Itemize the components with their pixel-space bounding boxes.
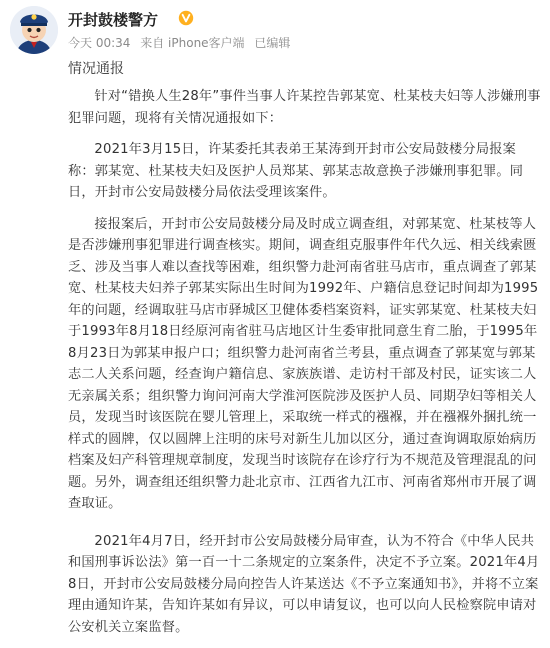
account-name[interactable]: 开封鼓楼警方 — [68, 11, 159, 29]
notice-paragraph-4: 2021年4月7日，经开封市公安局鼓楼分局审查，认为不符合《中华人民共和国刑事诉讼法》第一百一十二条规定的立案条件，决定不予立案。2021年4月8日，开封市公安局鼓楼分局向控告人许某送达《不予立案通知书》，并将不立案理由通知许某，告知许某如有异议，可以申请复议，也可以向人民检察院申请对公安机关立案监督。 — [68, 533, 540, 635]
post-source: 来自 iPhone客户端 — [140, 36, 245, 50]
avatar[interactable] — [10, 6, 58, 54]
edited-label[interactable]: 已编辑 — [254, 36, 291, 50]
notice-paragraph-3: 接报案后，开封市公安局鼓楼分局及时成立调查组，对郭某宽、杜某枝等人是否涉嫌刑事犯罪进行调查核实。期间，调查组克服事件年代久远、相关线索匮乏、涉及当事人难以查找等困难，组织警力赴河南省驻马店市，重点调查了郭某宽、杜某枝夫妇养子郭某实际出生时间为1992年、户籍信息登记时间却为1995年的问题，经调取驻马店市驿城区卫健体委档案资料，证实郭某宽、杜某枝夫妇于1993年8月18日经原河南省驻马店地区计生委审批同意生育二胎，于1995年8月23日为郭某申报户口；组织警力赴河南省兰考县，重点调查了郭某宽与郭某志二人关系问题，经查询户籍信息、家族族谱、走访村干部及村民，证实该二人无亲属关系；组织警力询问河南大学淮河医院涉及医护人员、同期孕妇等相关人员，发现当时该医院在婴儿管理上，采取统一样式的襁褓，并在襁褓外捆扎统一样式的圆牌，仅以圆牌上注明的床号对新生儿加以区分，通过查询调取原始病历档案及妇产科管理规章制度，发现当时该院存在诊疗行为不规范及管理混乱的问题。另外，调查组还组织警力赴北京市、江西省九江市、河南省郑州市开展了调查取证。 — [68, 216, 539, 511]
verified-badge-icon — [178, 10, 194, 26]
post-time[interactable]: 今天 00:34 — [68, 36, 131, 50]
post-header — [0, 0, 550, 62]
notice-body — [68, 86, 542, 648]
notice-paragraph-2: 2021年3月15日，许某委托其表弟王某涛到开封市公安局鼓楼分局报案称：郭某宽、杜某枝夫妇及医护人员郑某、郭某志故意换子涉嫌刑事犯罪。同日，开封市公安局鼓楼分局依法受理该案件。 — [68, 142, 524, 200]
post-title: 情况通报 — [68, 61, 124, 77]
police-cartoon-avatar-icon — [10, 6, 58, 54]
post-meta — [68, 34, 296, 51]
notice-paragraph-1: 针对“错换人生28年”事件当事人许某控告郭某宽、杜某枝夫妇等人涉嫌刑事犯罪问题，现将有关情况通报如下： — [68, 89, 541, 126]
